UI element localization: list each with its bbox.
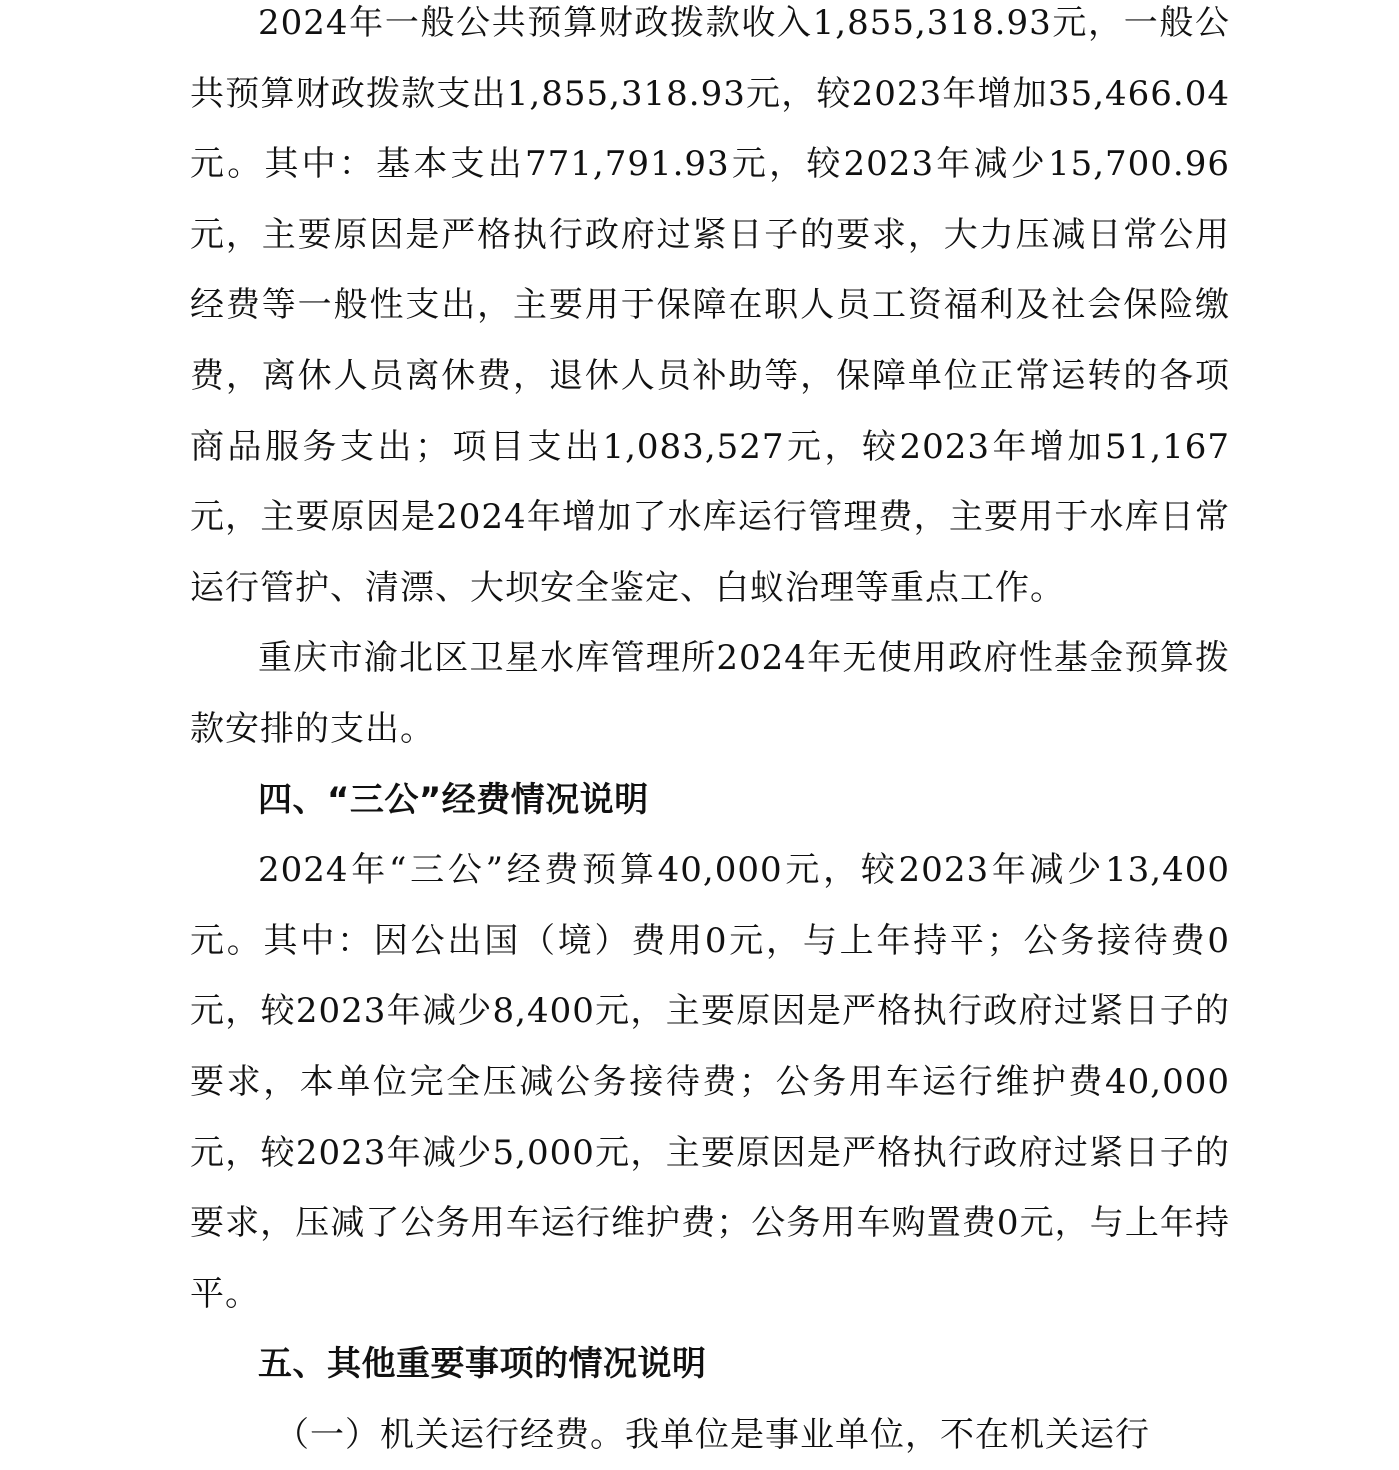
- section-heading-three-public-expenses: 四、“三公”经费情况说明: [258, 779, 649, 820]
- paragraph-budget-expenditure: 2024年一般公共预算财政拨款收入1,855,318.93元，一般公共预算财政拨款支出1,855,318.93元，较2023年增加35,466.04元。其中：基本支出771,791.93元，较2023年减少15,700.96元，主要原因是严格执行政府过紧日子的要求，大力压减日常公用经费等一般性支出，主要用于保障在职人员工资福利及社会保险缴费，离休人员离休费，退休人员补助等，保障单位正常运转的各项商品服务支出；项目支出1,083,527元，较2023年增加51,167元，主要原因是2024年增加了水库运行管理费，主要用于水库日常运行管护、清漂、大坝安全鉴定、白蚁治理等重点工作。: [190, 3, 1230, 608]
- paragraph-agency-operating-expenses: （一）机关运行经费。我单位是事业单位，不在机关运行: [275, 1414, 1150, 1455]
- section-heading-other-matters: 五、其他重要事项的情况说明: [258, 1344, 707, 1385]
- paragraph-government-fund: 重庆市渝北区卫星水库管理所2024年无使用政府性基金预算拨款安排的支出。: [190, 638, 1230, 749]
- document-page: [190, 0, 1230, 1470]
- paragraph-three-public-expenses: 2024年“三公”经费预算40,000元，较2023年减少13,400元。其中：因公出国（境）费用0元，与上年持平；公务接待费0元，较2023年减少8,400元，主要原因是严格执行政府过紧日子的要求，本单位完全压减公务接待费；公务用车运行维护费40,000元，较2023年减少5,000元，主要原因是严格执行政府过紧日子的要求，压减了公务用车运行维护费；公务用车购置费0元，与上年持平。: [190, 850, 1230, 1314]
